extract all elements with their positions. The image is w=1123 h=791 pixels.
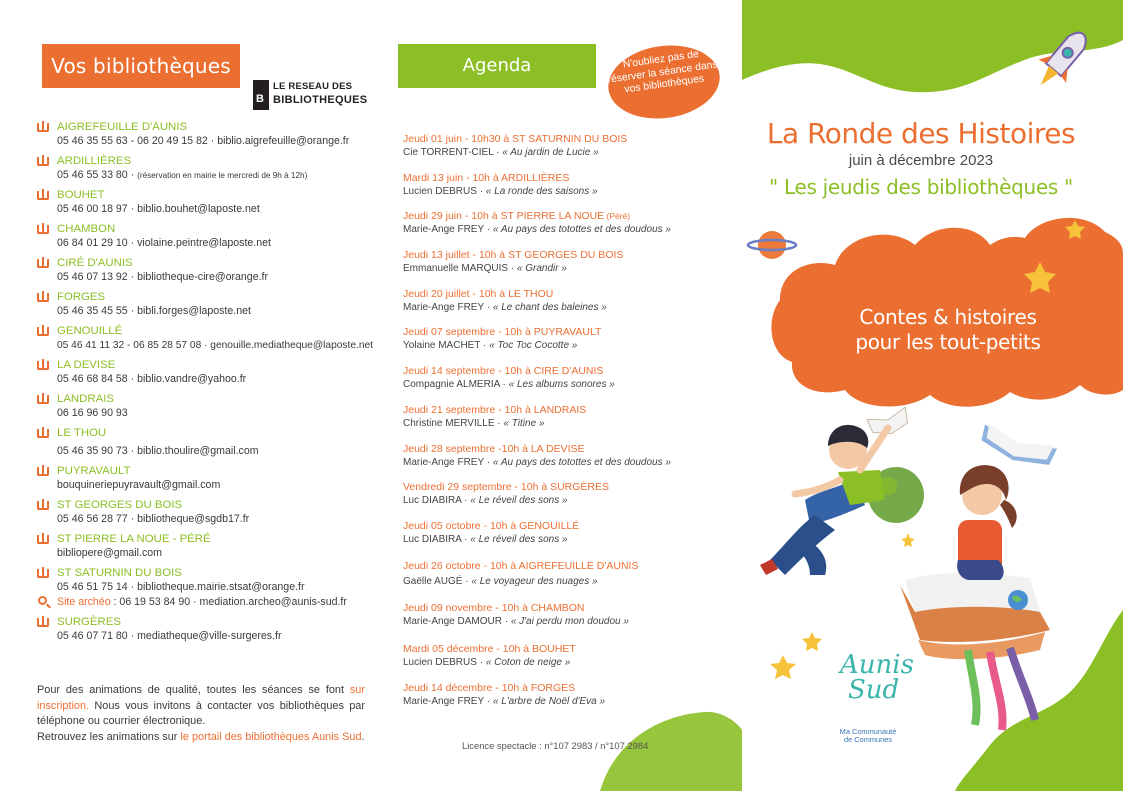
event-show: « Au jardin de Lucie » xyxy=(502,147,599,158)
notice-text-4: . xyxy=(361,730,365,743)
library-item xyxy=(36,257,381,285)
library-item xyxy=(36,223,381,251)
girl-on-book-illustration xyxy=(900,465,1050,730)
cloud-line-1: Contes & histoires xyxy=(859,305,1037,329)
star-3 xyxy=(770,655,796,679)
star-5 xyxy=(901,533,915,547)
event-company: Marie-Ange FREY xyxy=(403,224,484,236)
book-icon xyxy=(37,395,49,404)
agenda-event: Jeudi 13 juillet - 10h à ST GEORGES DU BOIS Emmanuelle MARQUIS · « Grandir » xyxy=(403,249,703,288)
library-name: LE THOU xyxy=(57,427,107,439)
event-show: « Coton de neige » xyxy=(485,656,571,668)
notice-text-3: Retrouvez les animations sur xyxy=(37,730,181,743)
cover-dates: juin à décembre 2023 xyxy=(848,152,994,169)
event-title: Jeudi 20 juillet - 10h à LE THOU xyxy=(403,287,554,300)
magnifier-icon xyxy=(38,596,47,605)
event-title: Jeudi 07 septembre - 10h à PUYRAVAULT xyxy=(403,326,602,339)
archeo-info: : 06 19 53 84 90 · mediation.archeo@aunis-sud.fr xyxy=(110,596,347,608)
agenda-list xyxy=(403,133,703,720)
event-company: Lucien DEBRUS xyxy=(403,656,477,668)
library-note: (réservation en mairie le mercredi de 9h à 12h) xyxy=(137,171,308,180)
library-contact[interactable] xyxy=(36,168,381,183)
logo-word-sud: Sud xyxy=(848,675,900,705)
event-title: Jeudi 09 novembre - 10h à CHAMBON xyxy=(403,602,585,615)
agenda-event: Mardi 13 juin - 10h à ARDILLIÈRES Lucien DEBRUS · « La ronde des saisons » xyxy=(403,172,703,211)
event-title: Mardi 13 juin - 10h à ARDILLIÈRES xyxy=(403,171,570,184)
event-show: « L'arbre de Noël d'Eva » xyxy=(492,695,606,707)
agenda-event: Vendredi 29 septembre - 10h à SURGÈRES Luc DIABIRA · « Le réveil des sons » xyxy=(403,481,703,520)
libraries-banner: Vos bibliothèques xyxy=(42,44,240,88)
library-name: SURGÈRES xyxy=(57,616,121,628)
event-title: Jeudi 26 octobre - 10h à AIGREFEUILLE D'AUNIS xyxy=(403,559,639,572)
library-item xyxy=(36,567,381,610)
archeo-site-contact[interactable] xyxy=(36,595,381,610)
event-company: Christine MERVILLE xyxy=(403,417,495,429)
event-show: « Le voyageur des nuages » xyxy=(471,575,598,587)
library-phone: 05 46 55 33 80 · xyxy=(57,169,135,181)
library-name: LANDRAIS xyxy=(57,393,114,405)
library-name: ST SATURNIN DU BOIS xyxy=(57,567,182,579)
library-item xyxy=(36,393,381,421)
library-name: GENOUILLÉ xyxy=(57,325,123,337)
library-item xyxy=(36,121,381,149)
event-company: Lucien DEBRUS xyxy=(403,185,477,197)
library-item xyxy=(36,325,381,353)
event-show: « J'ai perdu mon doudou » xyxy=(510,616,629,628)
archeo-label: Site archéo xyxy=(57,596,111,608)
notice-text-1: Pour des animations de qualité, toutes les séances se font xyxy=(37,684,350,696)
event-company: Luc DIABIRA xyxy=(403,495,462,507)
book-icon xyxy=(37,535,49,544)
portal-link[interactable]: le portail des bibliothèques Aunis Sud xyxy=(180,730,362,743)
event-title: Jeudi 21 septembre - 10h à LANDRAIS xyxy=(403,403,587,416)
library-contact[interactable]: 05 46 35 90 73 · biblio.thoulire@gmail.com xyxy=(57,445,259,457)
agenda-banner: Agenda xyxy=(398,44,596,88)
event-title: Mardi 05 décembre - 10h à BOUHET xyxy=(403,642,576,655)
agenda-event: Jeudi 05 octobre - 10h à GENOUILLÉ Luc DIABIRA · « Le réveil des sons » xyxy=(403,520,703,559)
library-contact[interactable]: 05 46 68 84 58 · biblio.vandre@yahoo.fr xyxy=(57,373,247,385)
library-contact[interactable]: 06 16 96 90 93 xyxy=(57,407,128,419)
star-4 xyxy=(802,632,822,651)
event-company: Marie-Ange DAMOUR xyxy=(403,616,502,628)
library-contact[interactable]: bibliopere@gmail.com xyxy=(57,547,162,559)
event-company: Marie-Ange FREY xyxy=(403,456,484,468)
event-company: Marie-Ange FREY xyxy=(403,301,484,313)
library-name: CIRÉ D'AUNIS xyxy=(57,257,133,269)
orange-planet xyxy=(748,231,796,259)
event-title: Jeudi 05 octobre - 10h à GENOUILLÉ xyxy=(403,519,580,532)
event-show: « Toc Toc Cocotte » xyxy=(489,340,578,352)
library-contact[interactable]: 05 46 00 18 97 · biblio.bouhet@laposte.net xyxy=(57,203,260,215)
event-show: « Le réveil des sons » xyxy=(470,495,568,507)
event-show: « Au pays des totottes et des doudous » xyxy=(492,456,671,468)
book-icon xyxy=(37,429,49,438)
event-company: Emmanuelle MARQUIS xyxy=(403,263,509,275)
agenda-event: Jeudi 29 juin - 10h à ST PIERRE LA NOUE (Péré) Marie-Ange FREY · « Au pays des totottes et des doudous » xyxy=(403,210,671,236)
library-name: AIGREFEUILLE D'AUNIS xyxy=(57,121,188,133)
event-show: « Le chant des baleines » xyxy=(492,301,607,313)
reseau-logo-icon xyxy=(253,80,269,110)
library-item xyxy=(36,533,381,561)
agenda-event: Jeudi 01 juin - 10h30 à ST SATURNIN DU BOIS Cie TORRENT-CIEL · « Au jardin de Lucie » xyxy=(403,133,703,172)
event-company: Marie-Ange FREY xyxy=(403,695,484,707)
cover-title-block xyxy=(741,117,1101,203)
library-contact[interactable]: 05 46 35 45 55 · bibli.forges@laposte.net xyxy=(57,305,251,317)
event-show: « Grandir » xyxy=(516,263,567,275)
book-icon xyxy=(37,191,49,200)
notice-text-2: Nous vous invitons à contacter vos bibliothèques par téléphone ou courrier électronique. xyxy=(37,699,365,728)
event-title: Jeudi 13 juillet - 10h à ST GEORGES DU BOIS xyxy=(403,249,624,262)
reseau-logo-line1: LE RESEAU DES xyxy=(273,81,353,92)
book-icon xyxy=(37,259,49,268)
small-book-illustration xyxy=(867,407,911,439)
logo-word-aunis: Aunis xyxy=(840,650,914,680)
library-name: FORGES xyxy=(57,291,106,303)
event-show: « Au pays des totottes et des doudous » xyxy=(492,224,671,236)
licence-notice: Licence spectacle : n°107 2983 / n°107 2984 xyxy=(462,740,649,751)
library-name: ST PIERRE LA NOUE - PÉRÉ xyxy=(57,533,211,545)
library-contact[interactable]: 05 46 41 11 32 - 06 85 28 57 08 · genouille.mediatheque@laposte.net xyxy=(57,340,374,351)
reservation-reminder-badge: N'oubliez pas de réserver la séance dans vos bibliothèques xyxy=(604,39,725,126)
event-title: Jeudi 01 juin - 10h30 à ST SATURNIN DU BOIS xyxy=(403,133,628,145)
book-icon xyxy=(37,327,49,336)
event-show: « La ronde des saisons » xyxy=(485,185,598,197)
library-contact[interactable]: 05 46 56 28 77 · bibliotheque@sgdb17.fr xyxy=(57,513,250,525)
event-company: Compagnie ALMERIA xyxy=(403,379,500,391)
book-icon xyxy=(37,293,49,302)
event-company: Yolaine MACHET xyxy=(403,340,481,352)
event-show: « Titine » xyxy=(503,417,545,429)
book-icon xyxy=(37,361,49,370)
library-name: BOUHET xyxy=(57,189,105,201)
registration-link[interactable]: sur inscription. xyxy=(37,684,365,712)
reseau-bibliotheques-logo xyxy=(253,80,368,110)
library-name: CHAMBON xyxy=(57,223,116,235)
agenda-event: Jeudi 21 septembre - 10h à LANDRAIS Christine MERVILLE · « Titine » xyxy=(403,404,703,443)
aunis-sud-logo xyxy=(820,650,916,760)
book-icon xyxy=(37,569,49,578)
agenda-event: Jeudi 20 juillet - 10h à LE THOU Marie-Ange FREY · « Le chant des baleines » xyxy=(403,288,703,327)
library-item xyxy=(36,499,381,527)
library-item xyxy=(36,427,381,459)
event-title: Jeudi 14 décembre - 10h à FORGES xyxy=(403,681,576,694)
library-contact[interactable]: 06 84 01 29 10 · violaine.peintre@laposte.net xyxy=(57,237,271,249)
logo-sub-2: de Communes xyxy=(843,735,893,744)
library-name: LA DEVISE xyxy=(57,359,116,371)
event-show: « Le réveil des sons » xyxy=(470,533,568,545)
library-item xyxy=(36,359,381,387)
event-title-note: (Péré) xyxy=(604,211,631,222)
book-icon xyxy=(37,123,49,132)
cloud-line-2: pour les tout-petits xyxy=(855,330,1041,354)
green-bottom-left-blob xyxy=(600,712,742,791)
logo-subtitle xyxy=(820,728,916,744)
library-list xyxy=(36,121,381,650)
reseau-logo-line2: BIBLIOTHEQUES xyxy=(273,94,368,106)
registration-notice xyxy=(37,683,365,745)
logo-sub-1: Ma Communauté xyxy=(839,727,897,736)
agenda-event: Jeudi 26 octobre - 10h à AIGREFEUILLE D'AUNIS Gaëlle AUGÉ · « Le voyageur des nuages » xyxy=(403,560,703,599)
cloud-subtitle xyxy=(812,305,1084,355)
book-icon xyxy=(37,467,49,476)
library-item xyxy=(36,291,381,319)
library-item xyxy=(36,465,381,493)
library-contact[interactable]: 05 46 07 71 80 · mediatheque@ville-surgeres.fr xyxy=(57,630,282,642)
boy-illustration xyxy=(760,425,888,575)
library-contact[interactable]: 05 46 51 75 14 · bibliotheque.mairie.stsat@orange.fr xyxy=(57,581,305,593)
event-company: Gaëlle AUGÉ xyxy=(403,575,463,587)
library-item xyxy=(36,155,381,183)
agenda-event: Jeudi 14 décembre - 10h à FORGES Marie-Ange FREY · « L'arbre de Noël d'Eva » xyxy=(403,682,703,721)
event-company: Luc DIABIRA xyxy=(403,533,462,545)
event-title: Jeudi 28 septembre -10h à LA DEVISE xyxy=(403,442,585,455)
agenda-event: Mardi 05 décembre - 10h à BOUHET Lucien DEBRUS · « Coton de neige » xyxy=(403,643,703,682)
library-contact[interactable]: 05 46 07 13 92 · bibliotheque-cire@orange.fr xyxy=(57,271,268,283)
event-title: Jeudi 14 septembre - 10h à CIRE D'AUNIS xyxy=(403,365,604,378)
book-icon xyxy=(37,501,49,510)
book-icon xyxy=(37,618,49,627)
agenda-event: Jeudi 14 septembre - 10h à CIRE D'AUNIS Compagnie ALMERIA · « Les albums sonores » xyxy=(403,365,703,404)
library-name: ARDILLIÈRES xyxy=(57,155,132,167)
event-title: Vendredi 29 septembre - 10h à SURGÈRES xyxy=(403,481,610,494)
library-name: ST GEORGES DU BOIS xyxy=(57,499,183,511)
library-item xyxy=(36,189,381,217)
agenda-event: Jeudi 28 septembre -10h à LA DEVISE Marie-Ange FREY · « Au pays des totottes et des doudous » xyxy=(403,443,703,482)
library-item xyxy=(36,616,381,644)
book-icon xyxy=(37,225,49,234)
library-contact[interactable]: 05 46 35 55 63 - 06 20 49 15 82 · biblio.aigrefeuille@orange.fr xyxy=(57,135,350,147)
cover-tagline: " Les jeudis des bibliothèques " xyxy=(769,175,1073,199)
agenda-event: Jeudi 09 novembre - 10h à CHAMBON Marie-Ange DAMOUR · « J'ai perdu mon doudou » xyxy=(403,602,703,641)
agenda-event: Jeudi 07 septembre - 10h à PUYRAVAULT Yolaine MACHET · « Toc Toc Cocotte » xyxy=(403,326,703,365)
library-contact[interactable]: bouquineriepuyravault@gmail.com xyxy=(57,479,221,491)
event-show: « Les albums sonores » xyxy=(508,379,615,391)
cover-title: La Ronde des Histoires xyxy=(766,117,1076,150)
library-name: PUYRAVAULT xyxy=(57,465,131,477)
event-title: Jeudi 29 juin - 10h à ST PIERRE LA NOUE xyxy=(403,210,605,223)
book-icon xyxy=(37,157,49,166)
flying-book-illustration xyxy=(977,421,1058,473)
event-company: Cie TORRENT-CIEL xyxy=(403,147,494,158)
